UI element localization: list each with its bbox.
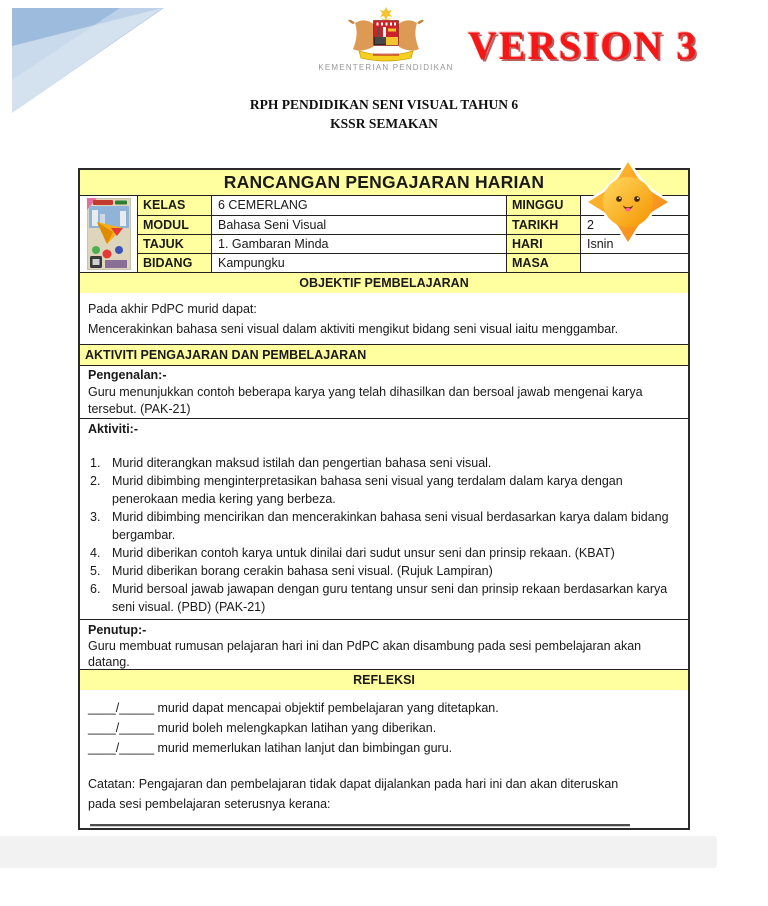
table-main-title: RANCANGAN PENGAJARAN HARIAN bbox=[80, 170, 688, 195]
info-label-modul: MODUL bbox=[137, 215, 211, 234]
document-title-line1: RPH PENDIDIKAN SENI VISUAL TAHUN 6 bbox=[249, 97, 519, 112]
objektif-line1: Pada akhir PdPC murid dapat: bbox=[88, 302, 257, 316]
info-value-kelas: 6 CEMERLANG bbox=[211, 196, 506, 215]
info-label-tajuk: TAJUK bbox=[137, 234, 211, 253]
refleksi-block bbox=[80, 690, 688, 828]
penutup-block bbox=[80, 619, 688, 669]
aktiviti-item: 5. Murid diberikan borang cerakin bahasa seni visual. (Rujuk Lampiran) bbox=[90, 564, 493, 578]
textbook-cover-image bbox=[80, 196, 137, 272]
ministry-label: KEMENTERIAN PENDIDIKAN bbox=[318, 63, 454, 72]
info-value-modul: Bahasa Seni Visual bbox=[211, 215, 506, 234]
aktiviti-block bbox=[80, 418, 688, 619]
pengenalan-label: Pengenalan:- bbox=[88, 368, 167, 382]
info-label-minggu: MINGGU bbox=[506, 196, 580, 215]
ministry-crest-logo bbox=[343, 7, 429, 68]
section-heading-aktiviti: AKTIVITI PENGAJARAN DAN PEMBELAJARAN bbox=[80, 344, 688, 365]
refleksi-line: ____/_____ murid dapat mencapai objektif pembelajaran yang ditetapkan. bbox=[88, 701, 499, 715]
aktiviti-item: 2. Murid dibimbing menginterpretasikan bahasa seni visual yang terdalam dalam karya dengan penerokaan media kering yang berbeza. bbox=[90, 474, 623, 506]
aktiviti-item: 1. Murid diterangkan maksud istilah dan pengertian bahasa seni visual. bbox=[90, 456, 492, 470]
objektif-content bbox=[80, 293, 688, 344]
penutup-text: Guru membuat rumusan pelajaran hari ini dan PdPC akan disambung pada sesi pembelajaran akan datang. bbox=[88, 639, 642, 669]
info-value-bidang: Kampungku bbox=[211, 253, 506, 272]
lesson-plan-table bbox=[78, 168, 690, 830]
info-value-hari: Isnin bbox=[580, 234, 688, 253]
info-label-bidang: BIDANG bbox=[137, 253, 211, 272]
pengenalan-block bbox=[80, 365, 688, 418]
info-label-hari: HARI bbox=[506, 234, 580, 253]
sun-sticker-icon bbox=[584, 160, 672, 253]
page-bottom-band bbox=[0, 836, 717, 868]
info-label-masa: MASA bbox=[506, 253, 580, 272]
info-value-tajuk: 1. Gambaran Minda bbox=[211, 234, 506, 253]
document-title-line2: KSSR SEMAKAN bbox=[330, 116, 438, 131]
objektif-line2: Mencerakinkan bahasa seni visual dalam aktiviti mengikut bidang seni visual iaitu menggambar. bbox=[88, 322, 619, 336]
section-heading-objektif: OBJEKTIF PEMBELAJARAN bbox=[80, 272, 688, 293]
info-label-tarikh: TARIKH bbox=[506, 215, 580, 234]
penutup-label: Penutup:- bbox=[88, 623, 147, 637]
info-value-tarikh: 2 bbox=[580, 215, 688, 234]
refleksi-line: ____/_____ murid boleh melengkapkan latihan yang diberikan. bbox=[88, 721, 437, 735]
info-value-masa bbox=[580, 253, 688, 272]
catatan-text: Catatan: Pengajaran dan pembelajaran tidak dapat dijalankan pada hari ini dan akan diteruskan pada sesi pembelajaran seterusnya kerana: bbox=[88, 777, 619, 811]
aktiviti-item: 4. Murid diberikan contoh karya untuk dinilai dari sudut unsur seni dan prinsip rekaan. (KBAT) bbox=[90, 546, 615, 560]
section-heading-refleksi: REFLEKSI bbox=[80, 669, 688, 690]
aktiviti-item: 6. Murid bersoal jawab jawapan dengan guru tentang unsur seni dan prinsip rekaan berdasarkan karya seni visual. (PBD) (PAK-21) bbox=[90, 582, 668, 614]
pengenalan-text: Guru menunjukkan contoh beberapa karya yang telah dihasilkan dan bersoal jawab mengenai karya tersebut. (PAK-21) bbox=[88, 385, 643, 416]
refleksi-line: ____/_____ murid memerlukan latihan lanjut dan bimbingan guru. bbox=[88, 741, 453, 755]
signature-line bbox=[90, 824, 630, 826]
document-title bbox=[0, 95, 768, 133]
version-badge: VERSION 3 bbox=[468, 23, 699, 68]
info-label-kelas: KELAS bbox=[137, 196, 211, 215]
aktiviti-item: 3. Murid dibimbing mencirikan dan mencerakinkan bahasa seni visual berdasarkan karya dalam bidang bergambar. bbox=[90, 510, 669, 542]
aktiviti-label: Aktiviti:- bbox=[88, 422, 138, 436]
